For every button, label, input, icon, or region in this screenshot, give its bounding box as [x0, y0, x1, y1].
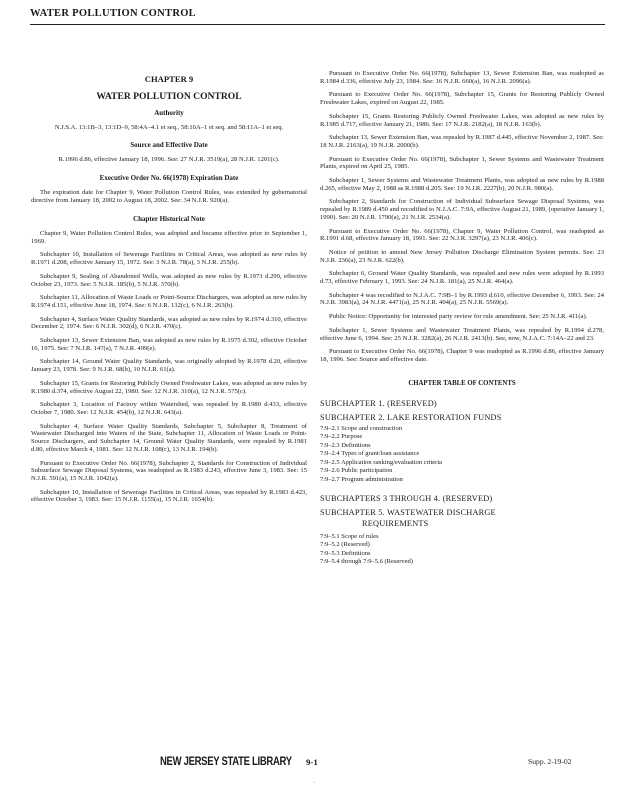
library-stamp: NEW JERSEY STATE LIBRARY: [160, 755, 292, 769]
toc-section: 7:9–5.3 Definitions: [320, 549, 371, 557]
chapter-title: WATER POLLUTION CONTROL: [96, 90, 242, 102]
history-paragraph: Subchapter 13, Sewer Extension Ban, was adopted as new rules by R.1975 d.302, effective October 16, 1975. See: 7 N.J.R. 147(a), 7 N.J.R. 499(e).: [31, 337, 307, 352]
toc-section: 7:9–5.1 Scope of rules: [320, 532, 379, 540]
history-paragraph: Chapter 9, Water Pollution Control Rules, was adopted and became effective prior to September 1, 1969.: [31, 230, 307, 245]
toc-section: 7:9–2.7 Program administration: [320, 475, 403, 483]
history-paragraph: Subchapter 13, Sewer Extension Ban, was repealed by R.1987 d.445, effective November 2, 1987. See: 18 N.J.R. 2163(a), 19 N.J.R. 2000(b).: [320, 134, 604, 149]
history-paragraph: Subchapter 10, Installation of Sewerage Facilities in Critical Areas, was repealed by R.1983 d.423, effective October 3, 1983. See: 15 N.J.R. 1155(a), 15 N.J.R. 1654(b).: [31, 488, 307, 504]
history-paragraph: Pursuant to Executive Order No. 66(1978), Subchapter 2, Standards for Construction of Individual Subsurface Sewage Disposal Systems, was readopted as R.1983 d.243, effective June 3, 1983. See: 15 N.J.R. 591(a), 15 N.J.R. 1042(a).: [31, 459, 307, 482]
scan-speck: ·: [313, 780, 315, 786]
history-paragraph: Subchapter 15, Grants for Restoring Publicly Owned Freshwater Lakes, was adopted as new rules by R.1980 d.374, effective August 22, 1980. See: 12 N.J.R. 310(a), 12 N.J.R. 575(c).: [31, 379, 307, 395]
history-paragraph: Pursuant to Executive Order No. 66(1978), Subchapter 1, Sewer Systems and Wastewater Treatment Plants, expired on April 25, 1985.: [320, 155, 604, 171]
history-paragraph: Subchapter 4 was recodified to N.J.A.C. 7:9B–1 by R.1993 d.610, effective December 6, 1993. See: 24 N.J.R. 3983(a), 24 N.J.R. 4471(a), 25 N.J.R. 404(a), 25 N.J.R. 5569(a).: [320, 291, 604, 307]
page-number: 9-1: [306, 757, 318, 767]
history-paragraph: Pursuant to Executive Order No. 66(1978), Chapter 9, Water Pollution Control, was readopted as R.1991 d.68, effective January 18, 1991. See: 22 N.J.R. 3297(a), 23 N.J.R. 406(c).: [320, 227, 604, 243]
history-paragraph: Subchapter 1, Sewer Systems and Wastewater Treatment Plants, was adopted as new rules by R.1988 d.265, effective May 2, 1988 as R.1988 d.205. See: 19 N.J.R. 2227(b), 20 N.J.R. 980(a).: [320, 177, 604, 192]
header-rule: [30, 24, 605, 25]
toc-section: 7:9–5.4 through 7:9–5.6 (Reserved): [320, 558, 413, 566]
toc-section: 7:9–2.4 Types of grant/loan assistance: [320, 450, 420, 458]
toc-section: 7:9–2.5 Application ranking/evaluation criteria: [320, 458, 443, 466]
toc-subchapter: SUBCHAPTERS 3 THROUGH 4. (RESERVED): [320, 494, 493, 504]
history-paragraph: Subchapter 9, Sealing of Abandoned Wells, was adopted as new rules by R.1973 d.299, effective October 23, 1973. See: 5 N.J.R. 185(b), 5 N.J.R. 370(b).: [31, 272, 307, 288]
history-paragraph: Subchapter 4, Surface Water Quality Standards, Subchapter 5, Subchapter 8, Treatment of Wastewater Discharged into Waters of the State, Subchapter 11, Allocation of Waste Loads or Point-Source Dischargers, and Subchapter 14, Ground Water Quality Standards, were repealed by R.1981 d.80, effective March 4, 1981. See: 12 N.J.R. 108(c), 13 N.J.R. 194(b).: [31, 422, 307, 453]
expiration-text: The expiration date for Chapter 9, Water Pollution Control Rules, was extended by gubernatorial directive from January 18, 2002 to August 18, 2002. See: 34 N.J.R. 920(a).: [31, 188, 307, 204]
toc-subchapter: SUBCHAPTER 2. LAKE RESTORATION FUNDS: [320, 412, 502, 422]
history-paragraph: Subchapter 11, Allocation of Waste Loads or Point-Source Dischargers, was adopted as new rules by R.1974 d.151, effective June 18, 1974. See: 6 N.J.R. 132(c), 6 N.J.R. 263(b).: [31, 294, 307, 309]
expiration-heading: Executive Order No. 66(1978) Expiration Date: [99, 174, 239, 183]
toc-section: 7:9–2.6 Public participation: [320, 467, 393, 475]
toc-section: 7:9–2.2 Purpose: [320, 433, 363, 441]
history-paragraph: Subchapter 14, Ground Water Quality Standards, was originally adopted by R.1978 d.20, effective January 23, 1978. See: 9 N.J.R. 68(b), 10 N.J.R. 61(a).: [31, 358, 307, 374]
right-column: [320, 70, 604, 567]
toc-heading: CHAPTER TABLE OF CONTENTS: [408, 379, 516, 387]
toc-subchapter-continued: REQUIREMENTS: [362, 519, 429, 529]
history-paragraph: Subchapter 3, Location of Factory within Watershed, was repealed by R.1980 d.433, effective October 7, 1980. See: 12 N.J.R. 454(b), 12 N.J.R. 643(a).: [31, 401, 307, 416]
history-heading: Chapter Historical Note: [133, 215, 205, 224]
authority-text: N.J.S.A. 13:1B–3, 13:1D–9, 58:4A–4.1 et seq., 58:10A–1 et seq. and 58:11A–1 et seq.: [54, 124, 284, 132]
history-paragraph: Pursuant to Executive Order No. 66(1978), Subchapter 13, Sewer Extension Ban, was readopted as R.1984 d.336, effective July 23, 1984. See: 16 N.J.R. 660(a), 16 N.J.R. 2096(a).: [320, 70, 604, 85]
toc-section: 7:9–5.2 (Reserved): [320, 541, 370, 549]
toc-section: 7:9–2.3 Definitions: [320, 441, 371, 449]
history-paragraph: Public Notice: Opportunity for interested party review for rule amendment. See: 25 N.J.R. 411(a).: [329, 313, 588, 321]
left-column: [31, 70, 307, 510]
running-head: WATER POLLUTION CONTROL: [30, 8, 196, 19]
history-paragraph: Subchapter 2, Standards for Construction of Individual Subsurface Sewage Disposal Systems, was repealed by R.1989 d.450 and recodified to N.J.A.C. 7:9A, effective August 21, 1989, (operative January 1, 1990). See: 20 N.J.R. 1790(a), 21 N.J.R. 2534(a).: [320, 198, 604, 221]
history-paragraph: Subchapter 1, Sewer Systems and Wastewater Treatment Plants, was repealed by R.1994 d.278, effective June 6, 1994. See: 25 N.J.R. 3282(a), 26 N.J.R. 2413(b). See, now, N.J.A.C. 7:14A–22 and 23.: [320, 326, 604, 342]
authority-heading: Authority: [154, 109, 184, 118]
toc-subchapter: SUBCHAPTER 1. (RESERVED): [320, 399, 437, 409]
chapter-number: CHAPTER 9: [144, 74, 194, 84]
history-paragraph: Subchapter 6, Ground Water Quality Standards, was repealed and new rules were adopted by R.1993 d.73, effective February 1, 1993. See: 24 N.J.R. 181(a), 25 N.J.R. 464(a).: [320, 270, 604, 286]
history-paragraph: Subchapter 10, Installation of Sewerage Facilities in Critical Areas, was adopted as new rules by R.1971 d.208, effective January 15, 1972. See: 3 N.J.R. 78(a), 3 N.J.R. 255(b).: [31, 251, 307, 267]
toc-subchapter: SUBCHAPTER 5. WASTEWATER DISCHARGE: [320, 507, 496, 517]
history-paragraph: Subchapter 15, Grants Restoring Publicly Owned Freshwater Lakes, was adopted as new rules by R.1985 d.717, effective January 21, 1986. See: 17 N.J.R. 2182(a), 18 N.J.R. 163(b).: [320, 112, 604, 128]
history-paragraph: Pursuant to Executive Order No. 66(1978), Chapter 9 was readopted as R.1996 d.86, effective January 18, 1996. See: Source and effective date.: [320, 348, 604, 363]
source-heading: Source and Effective Date: [130, 140, 208, 149]
supplement-date: Supp. 2-19-02: [528, 757, 572, 766]
history-paragraph: Pursuant to Executive Order No. 66(1978), Subchapter 15, Grants for Restoring Publicly Owned Freshwater Lakes, expired on August 22, 1985.: [320, 91, 604, 107]
toc-section: 7:9–2.1 Scope and construction: [320, 424, 402, 432]
history-paragraph: Subchapter 4, Surface Water Quality Standards, was adopted as new rules by R.1974 d.310, effective December 2, 1974. See: 6 N.J.R. 302(d), 6 N.J.R. 470(c).: [31, 315, 307, 331]
source-text: R.1996 d.86, effective January 18, 1996. See: 27 N.J.R. 3519(a), 28 N.J.R. 1201(c).: [58, 155, 280, 163]
history-paragraph: Notice of petition to amend New Jersey Pollution Discharge Elimination System permits. See: 23 N.J.R. 236(a), 23 N.J.R. 622(b).: [320, 248, 604, 264]
